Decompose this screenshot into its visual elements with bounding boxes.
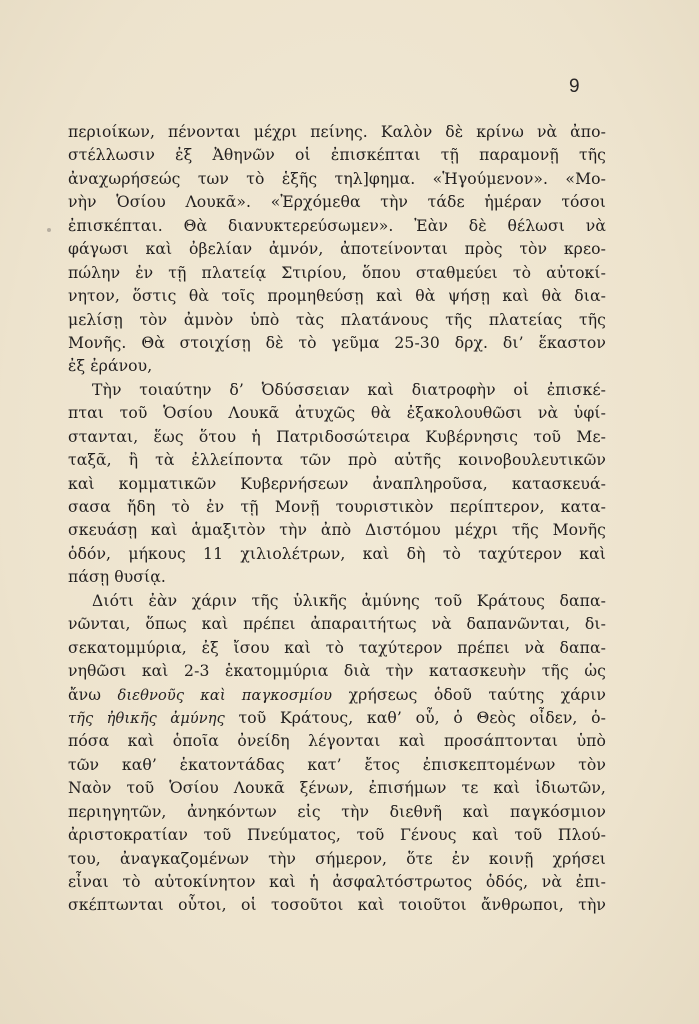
text-segment: ἄνω [68,685,118,704]
text-line: Ναὸν τοῦ Ὁσίου Λουκᾶ ξένων, ἐπισήμων τε καὶ ἰδιωτῶν, [68,779,606,798]
margin-speck [47,228,51,232]
text-line: ταξᾶ, ἢ τὰ ἐλλείποντα τῶν πρὸ αὐτῆς κοινοβουλευτικῶν [68,451,606,470]
text-line: ἀναχωρήσεώς των τὸ ἑξῆς τηλ]φημα. «Ἡγούμενον». «Μο- [68,169,606,188]
text-line: σεκατομμύρια, ἐξ ἴσου καὶ τὸ ταχύτερον πρέπει νὰ δαπα- [68,638,606,657]
text-line: μελίσῃ τὸν ἀμνὸν ὑπὸ τὰς πλατάνους τῆς πλατείας τῆς [68,310,606,329]
text-line: πόσα καὶ ὁποῖα ὀνείδη λέγονται καὶ προσάπτονται ὑπὸ [68,732,606,751]
text-line: στανται, ἕως ὅτου ἡ Πατριδοσώτειρα Κυβέρνησις τοῦ Με- [68,427,606,446]
text-segment: χρήσεως ὁδοῦ ταύτης χάριν [332,685,606,704]
text-line: πώλην ἐν τῇ πλατείᾳ Στιρίου, ὅπου σταθμεύει τὸ αὐτοκί- [68,263,606,282]
italic-phrase: διεθνοῦς καὶ παγκοσμίου [117,686,333,704]
text-line: καὶ κομματικῶν Κυβερνήσεων ἀναπληροῦσα, κατασκευά- [68,474,606,493]
text-line: νητον, ὅστις θὰ τοῖς προμηθεύσῃ καὶ θὰ ψήσῃ καὶ θὰ δια- [68,287,606,306]
text-line: σασα ἤδη τὸ ἐν τῇ Μονῇ τουριστικὸν περίπτερον, κατα- [68,498,606,516]
text-line: στέλλωσιν ἐξ Ἀθηνῶν οἱ ἐπισκέπται τῇ παραμονῇ τῆς [68,146,606,165]
text-line: τῶν καθ’ ἑκατοντάδας κατ’ ἔτος ἐπισκεπτομένων τὸν [68,755,606,774]
text-line: φάγωσι καὶ ὀβελίαν ἀμνόν, ἀποτείνονται πρὸς τὸν κρεο- [68,240,606,259]
text-line: του, ἀναγκαζομένων τὴν σήμερον, ὅτε ἐν κοινῇ χρήσει [68,849,606,868]
text-line: νηθῶσι καὶ 2-3 ἑκατομμύρια διὰ τὴν κατασκευὴν τῆς ὡς [68,662,606,681]
page-number: 9 [569,76,580,97]
text-segment: τοῦ Κράτους, καθ’ οὗ, ὁ Θεὸς οἶδεν, ὁ- [224,708,606,727]
text-line: ὁδόν, μήκους 11 χιλιολέτρων, καὶ δὴ τὸ ταχύτερον καὶ [68,544,606,563]
text-line: νῶνται, ὅπως καὶ πρέπει ἀπαραιτήτως νὰ δαπανῶνται, δι- [68,615,606,634]
text-line: πται τοῦ Ὁσίου Λουκᾶ ἀτυχῶς θὰ ἐξακολουθῶσι νὰ ὑφί- [68,404,606,423]
text-line: περιηγητῶν, ἀνηκόντων εἰς τὴν διεθνῆ καὶ παγκόσμιον [68,802,606,821]
text-line-with-italic [68,707,606,730]
text-line: ἀριστοκρατίαν τοῦ Πνεύματος, τοῦ Γένους καὶ τοῦ Πλού- [68,826,606,845]
paragraph-start-line: Διότι ἐὰν χάριν τῆς ὑλικῆς ἀμύνης τοῦ Κράτους δαπα- [92,591,606,610]
text-line: περιοίκων, πένονται μέχρι πείνης. Καλὸν δὲ κρίνω νὰ ἀπο- [68,123,606,141]
text-line: εἶναι τὸ αὐτοκίνητον καὶ ἡ ἀσφαλτόστρωτος ὁδός, νὰ ἐπι- [68,873,606,891]
italic-phrase: τῆς ἠθικῆς ἀμύνης [68,709,225,727]
text-line: Μονῆς. Θὰ στοιχίσῃ δὲ τὸ γεῦμα 25-30 δρχ. δι’ ἕκαστον [68,333,606,352]
paragraph-end-line: ἐξ ἐράνου, [68,357,153,376]
text-line: σκέπτωνται οὗτοι, οἱ τοσοῦτοι καὶ τοιοῦτοι ἄνθρωποι, τὴν [68,896,606,915]
paragraph-start-line: Τὴν τοιαύτην δ’ Ὀδύσσειαν καὶ διατροφὴν οἱ ἐπισκέ- [92,380,606,399]
body-text [68,121,606,918]
text-line-with-italic [68,684,606,707]
text-line: σκευάσῃ καὶ ἁμαξιτὸν τὴν ἀπὸ Διστόμου μέχρι τῆς Μονῆς [68,521,606,540]
paragraph-end-line: πάσῃ θυσίᾳ. [68,568,166,587]
text-line: ἐπισκέπται. Θὰ διανυκτερεύσωμεν». Ἐὰν δὲ θέλωσι νὰ [68,216,606,235]
text-line: νὴν Ὁσίου Λουκᾶ». «Ἐρχόμεθα τὴν τάδε ἡμέραν τόσοι [68,193,606,212]
